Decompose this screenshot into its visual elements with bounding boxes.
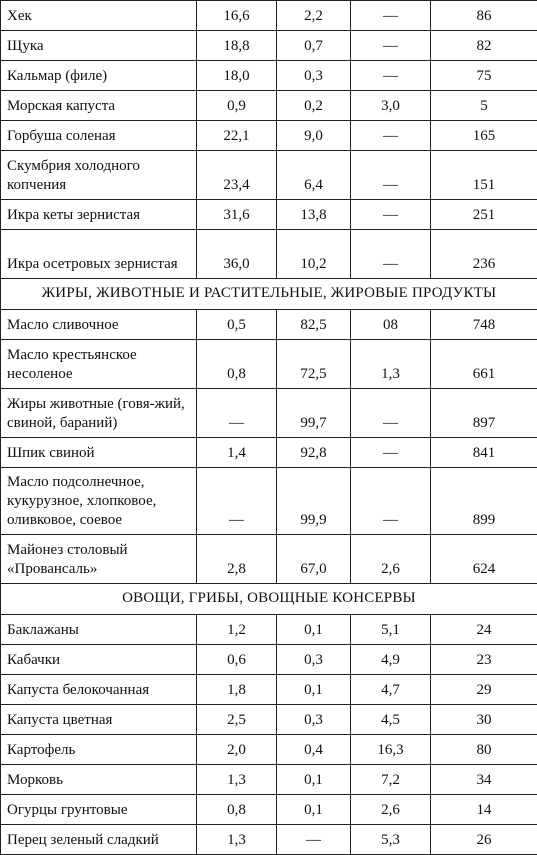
table-row	[1, 61, 537, 91]
value-cell-4: 80	[431, 735, 537, 765]
value-cell-1: 36,0	[197, 230, 277, 279]
value-cell-1: 2,5	[197, 705, 277, 735]
product-name-cell: Хек	[1, 1, 197, 31]
table-row	[1, 31, 537, 61]
value-cell-1: 1,4	[197, 438, 277, 468]
value-cell-1: 1,2	[197, 615, 277, 645]
table-row	[1, 765, 537, 795]
section-header-row	[1, 584, 537, 615]
value-cell-1: 0,8	[197, 340, 277, 389]
value-cell-2: 0,1	[277, 795, 351, 825]
value-cell-2: 2,2	[277, 1, 351, 31]
value-cell-4: 841	[431, 438, 537, 468]
value-cell-4: 661	[431, 340, 537, 389]
product-name-cell: Морковь	[1, 765, 197, 795]
value-cell-2: 99,7	[277, 389, 351, 438]
value-cell-3: 4,5	[351, 705, 431, 735]
value-cell-2: 6,4	[277, 151, 351, 200]
table-row	[1, 151, 537, 200]
value-cell-1: 2,0	[197, 735, 277, 765]
table-row	[1, 121, 537, 151]
value-cell-4: 24	[431, 615, 537, 645]
table-row	[1, 645, 537, 675]
table-row	[1, 91, 537, 121]
product-name-cell: Капуста белокочанная	[1, 675, 197, 705]
value-cell-3: 7,2	[351, 765, 431, 795]
section-title: ОВОЩИ, ГРИБЫ, ОВОЩНЫЕ КОНСЕРВЫ	[1, 584, 537, 615]
value-cell-4: 236	[431, 230, 537, 279]
value-cell-1: 16,6	[197, 1, 277, 31]
value-cell-1: 0,9	[197, 91, 277, 121]
product-name-cell: Щука	[1, 31, 197, 61]
value-cell-2: —	[277, 825, 351, 855]
value-cell-3: 2,6	[351, 535, 431, 584]
value-cell-4: 34	[431, 765, 537, 795]
value-cell-3: —	[351, 61, 431, 91]
product-name-cell: Кабачки	[1, 645, 197, 675]
value-cell-3: 2,6	[351, 795, 431, 825]
value-cell-4: 75	[431, 61, 537, 91]
value-cell-2: 99,9	[277, 468, 351, 535]
value-cell-2: 0,7	[277, 31, 351, 61]
table-row	[1, 615, 537, 645]
value-cell-4: 86	[431, 1, 537, 31]
product-name-cell: Морская капуста	[1, 91, 197, 121]
table-row	[1, 230, 537, 279]
value-cell-3: 08	[351, 310, 431, 340]
value-cell-1: 31,6	[197, 200, 277, 230]
value-cell-2: 9,0	[277, 121, 351, 151]
table-row	[1, 389, 537, 438]
value-cell-4: 899	[431, 468, 537, 535]
value-cell-4: 748	[431, 310, 537, 340]
value-cell-1: 18,0	[197, 61, 277, 91]
value-cell-3: 1,3	[351, 340, 431, 389]
value-cell-4: 165	[431, 121, 537, 151]
value-cell-4: 897	[431, 389, 537, 438]
value-cell-2: 0,3	[277, 705, 351, 735]
table-row	[1, 200, 537, 230]
value-cell-1: 1,8	[197, 675, 277, 705]
value-cell-4: 29	[431, 675, 537, 705]
value-cell-3: —	[351, 200, 431, 230]
value-cell-3: —	[351, 389, 431, 438]
value-cell-1: 1,3	[197, 765, 277, 795]
product-name-cell: Перец зеленый сладкий	[1, 825, 197, 855]
value-cell-3: 4,7	[351, 675, 431, 705]
value-cell-4: 251	[431, 200, 537, 230]
value-cell-1: —	[197, 468, 277, 535]
table-row	[1, 535, 537, 584]
value-cell-3: —	[351, 230, 431, 279]
value-cell-3: 5,1	[351, 615, 431, 645]
value-cell-4: 151	[431, 151, 537, 200]
value-cell-3: —	[351, 468, 431, 535]
product-name-cell: Масло сливочное	[1, 310, 197, 340]
value-cell-1: 0,8	[197, 795, 277, 825]
value-cell-2: 0,3	[277, 61, 351, 91]
product-name-cell: Масло подсолнечное, кукурузное, хлопковое, оливковое, соевое	[1, 468, 197, 535]
product-name-cell: Кальмар (филе)	[1, 61, 197, 91]
section-title: ЖИРЫ, ЖИВОТНЫЕ И РАСТИТЕЛЬНЫЕ, ЖИРОВЫЕ ПРОДУКТЫ	[1, 279, 537, 310]
product-name-cell: Шпик свиной	[1, 438, 197, 468]
value-cell-4: 30	[431, 705, 537, 735]
value-cell-2: 82,5	[277, 310, 351, 340]
value-cell-1: 0,6	[197, 645, 277, 675]
value-cell-3: —	[351, 151, 431, 200]
table-row	[1, 705, 537, 735]
value-cell-4: 14	[431, 795, 537, 825]
value-cell-4: 26	[431, 825, 537, 855]
product-name-cell: Жиры животные (говя-жий, свиной, бараний)	[1, 389, 197, 438]
value-cell-2: 0,1	[277, 765, 351, 795]
product-name-cell: Баклажаны	[1, 615, 197, 645]
value-cell-2: 0,3	[277, 645, 351, 675]
value-cell-2: 92,8	[277, 438, 351, 468]
value-cell-2: 0,4	[277, 735, 351, 765]
table-row	[1, 310, 537, 340]
section-header-row	[1, 279, 537, 310]
table-row	[1, 825, 537, 855]
value-cell-2: 72,5	[277, 340, 351, 389]
value-cell-1: 1,3	[197, 825, 277, 855]
value-cell-3: —	[351, 438, 431, 468]
product-name-cell: Икра кеты зернистая	[1, 200, 197, 230]
value-cell-3: —	[351, 121, 431, 151]
value-cell-4: 624	[431, 535, 537, 584]
value-cell-1: —	[197, 389, 277, 438]
table-row	[1, 735, 537, 765]
value-cell-2: 13,8	[277, 200, 351, 230]
value-cell-3: 4,9	[351, 645, 431, 675]
product-name-cell: Капуста цветная	[1, 705, 197, 735]
nutrition-table-body	[1, 1, 537, 855]
value-cell-4: 23	[431, 645, 537, 675]
value-cell-2: 0,1	[277, 675, 351, 705]
product-name-cell: Майонез столовый «Провансаль»	[1, 535, 197, 584]
table-row	[1, 1, 537, 31]
value-cell-1: 23,4	[197, 151, 277, 200]
value-cell-3: —	[351, 31, 431, 61]
value-cell-1: 2,8	[197, 535, 277, 584]
table-row	[1, 438, 537, 468]
product-name-cell: Скумбрия холодного копчения	[1, 151, 197, 200]
table-row	[1, 468, 537, 535]
table-row	[1, 675, 537, 705]
value-cell-1: 22,1	[197, 121, 277, 151]
value-cell-1: 18,8	[197, 31, 277, 61]
table-row	[1, 795, 537, 825]
value-cell-1: 0,5	[197, 310, 277, 340]
value-cell-4: 5	[431, 91, 537, 121]
product-name-cell: Огурцы грунтовые	[1, 795, 197, 825]
product-name-cell: Горбуша соленая	[1, 121, 197, 151]
table-row	[1, 340, 537, 389]
value-cell-4: 82	[431, 31, 537, 61]
product-name-cell: Картофель	[1, 735, 197, 765]
value-cell-3: —	[351, 1, 431, 31]
product-name-cell: Икра осетровых зернистая	[1, 230, 197, 279]
value-cell-2: 0,2	[277, 91, 351, 121]
value-cell-2: 10,2	[277, 230, 351, 279]
product-name-cell: Масло крестьянское несоленое	[1, 340, 197, 389]
value-cell-3: 5,3	[351, 825, 431, 855]
value-cell-2: 0,1	[277, 615, 351, 645]
value-cell-2: 67,0	[277, 535, 351, 584]
value-cell-3: 3,0	[351, 91, 431, 121]
value-cell-3: 16,3	[351, 735, 431, 765]
